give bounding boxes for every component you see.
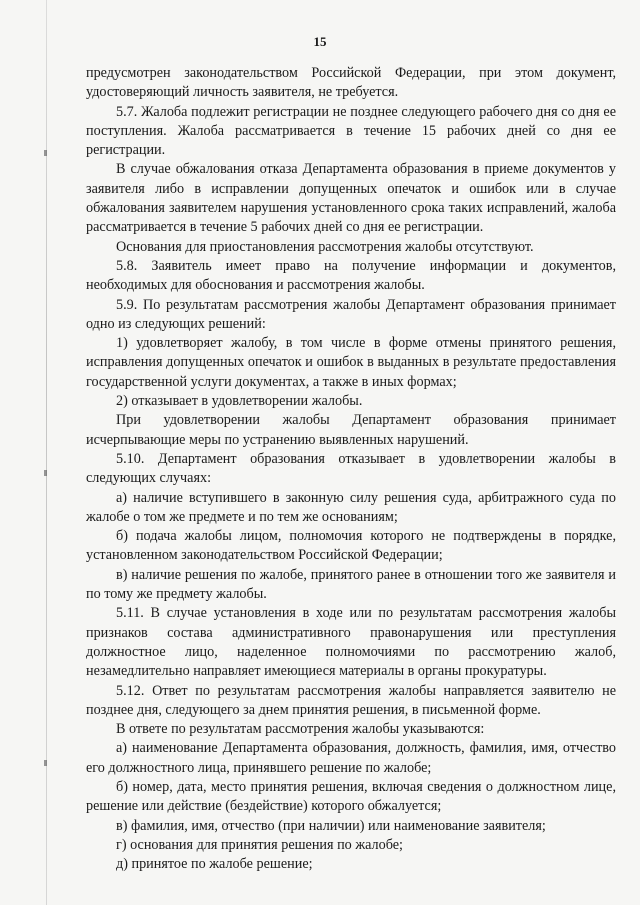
paragraph: 5.8. Заявитель имеет право на получение информации и документов, необходимых для обоснования и рассмотрения жалобы.	[86, 257, 616, 294]
binding-line	[46, 0, 47, 905]
paragraph: 2) отказывает в удовлетворении жалобы.	[116, 393, 363, 410]
document-body	[86, 64, 616, 874]
paragraph: В ответе по результатам рассмотрения жалобы указываются:	[116, 721, 485, 738]
paragraph: 5.9. По результатам рассмотрения жалобы Департамент образования принимает одно из следующих решений:	[86, 296, 616, 332]
binding-mark	[44, 760, 47, 766]
paragraph: г) основания для принятия решения по жалобе;	[116, 836, 403, 853]
paragraph: предусмотрен законодательством Российской Федерации, при этом документ, удостоверяющий личность заявителя, не требуется.	[86, 65, 616, 101]
paragraph: б) номер, дата, место принятия решения, включая сведения о должностном лице, решение или действие (бездействие) которого обжалуется;	[86, 778, 616, 815]
paragraph: 5.10. Департамент образования отказывает в удовлетворении жалобы в следующих случаях:	[86, 450, 616, 487]
paragraph: а) наличие вступившего в законную силу решения суда, арбитражного суда по жалобе о том же предмете и по тем же основаниям;	[86, 489, 616, 525]
paragraph: 5.7. Жалоба подлежит регистрации не позднее следующего рабочего дня со дня ее поступления. Жалоба рассматривается в течение 15 рабочих дней со дня ее регистрации.	[86, 103, 616, 159]
paragraph: в) наличие решения по жалобе, принятого ранее в отношении того же заявителя и по тому же предмету жалобы.	[86, 566, 616, 603]
paragraph: 1) удовлетворяет жалобу, в том числе в форме отмены принятого решения, исправления допущенных опечаток и ошибок в выданных в результате предоставления государственной услуги документах, а также в иных формах;	[86, 335, 616, 390]
paragraph: Основания для приостановления рассмотрения жалобы отсутствуют.	[116, 238, 534, 255]
binding-mark	[44, 150, 47, 156]
paragraph: При удовлетворении жалобы Департамент образования принимает исчерпывающие меры по устранению выявленных нарушений.	[86, 412, 616, 448]
binding-mark	[44, 470, 47, 476]
paragraph: 5.12. Ответ по результатам рассмотрения жалобы направляется заявителю не позднее дня, следующего за днем принятия решения, в письменной форме.	[86, 682, 616, 718]
paragraph: 5.11. В случае установления в ходе или по результатам рассмотрения жалобы признаков состава административного правонарушения или преступления должностное лицо, наделенное полномочиями по рассмотрению жалоб, незамедлительно направляет имеющиеся материалы в органы прокуратуры.	[86, 605, 616, 680]
paragraph: а) наименование Департамента образования, должность, фамилия, имя, отчество его должностного лица, принявшего решение по жалобе;	[86, 740, 616, 776]
paragraph: б) подача жалобы лицом, полномочия которого не подтверждены в порядке, установленном законодательством Российской Федерации;	[86, 528, 616, 564]
paragraph: д) принятое по жалобе решение;	[116, 856, 313, 873]
page-number: 15	[313, 34, 327, 49]
paragraph: в) фамилия, имя, отчество (при наличии) или наименование заявителя;	[116, 817, 546, 834]
paragraph: В случае обжалования отказа Департамента образования в приеме документов у заявителя либо в исправлении допущенных опечаток и ошибок или в случае обжалования заявителем нарушения установленного срока таких исправлений, жалоба рассматривается в течение 5 рабочих дней со дня ее регистрации.	[86, 161, 616, 236]
